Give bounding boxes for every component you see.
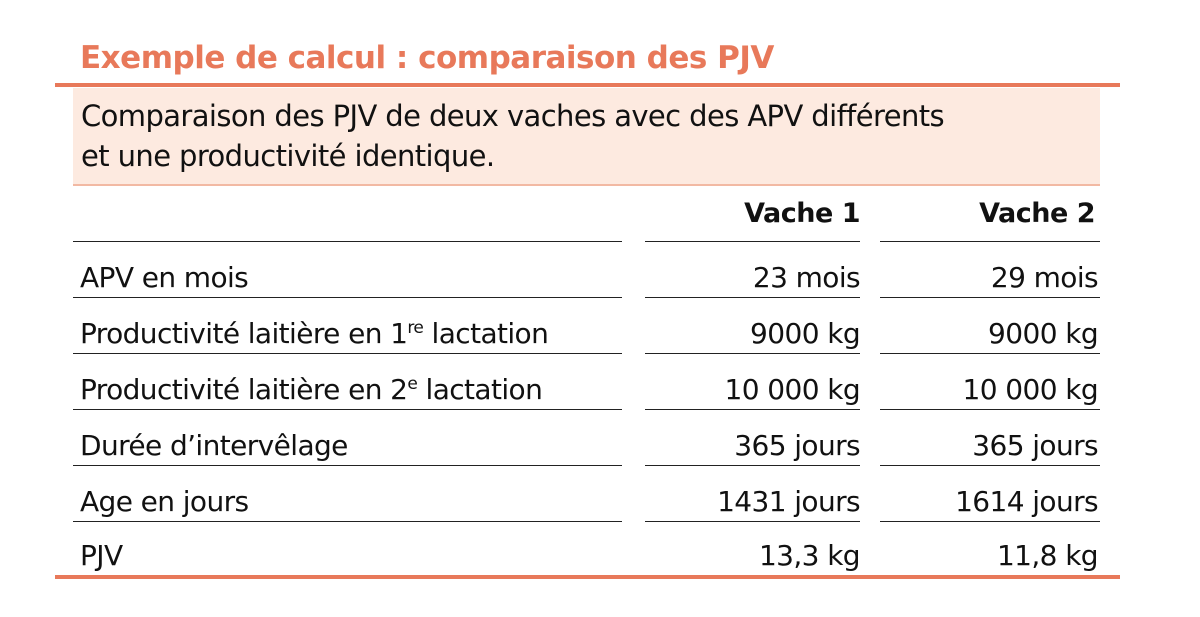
row-divider xyxy=(73,297,622,298)
row-value-vache-2: 29 mois xyxy=(990,261,1098,294)
row-value-vache-2: 365 jours xyxy=(972,429,1098,462)
row-value-vache-1: 365 jours xyxy=(734,429,860,462)
row-divider xyxy=(645,297,860,298)
row-divider xyxy=(880,521,1100,522)
table-row xyxy=(0,252,1200,308)
row-label: APV en mois xyxy=(80,261,249,294)
row-label: Productivité laitière en 1re lactation xyxy=(80,317,549,350)
row-divider xyxy=(73,465,622,466)
table-row xyxy=(0,308,1200,364)
row-divider xyxy=(880,465,1100,466)
header-divider-v1 xyxy=(645,241,860,242)
header-divider-label xyxy=(73,241,622,242)
intro-box xyxy=(73,88,1100,186)
title-underline xyxy=(55,83,1120,87)
row-value-vache-2: 10 000 kg xyxy=(962,373,1098,406)
column-header-vache-1: Vache 1 xyxy=(744,198,860,229)
row-value-vache-2: 1614 jours xyxy=(955,485,1098,518)
row-label: Productivité laitière en 2e lactation xyxy=(80,373,543,406)
row-value-vache-1: 23 mois xyxy=(752,261,860,294)
table-row xyxy=(0,476,1200,532)
row-value-vache-1: 13,3 kg xyxy=(758,539,860,572)
row-value-vache-2: 9000 kg xyxy=(988,317,1098,350)
row-divider xyxy=(73,521,622,522)
table-bottom-rule xyxy=(55,575,1120,579)
row-value-vache-2: 11,8 kg xyxy=(996,539,1098,572)
row-label: Age en jours xyxy=(80,485,249,518)
row-label: PJV xyxy=(80,539,123,572)
intro-line-1: Comparaison des PJV de deux vaches avec des APV différents xyxy=(81,99,945,133)
row-divider xyxy=(880,409,1100,410)
row-divider xyxy=(73,409,622,410)
table-row xyxy=(0,420,1200,476)
row-divider xyxy=(880,297,1100,298)
page-title: Exemple de calcul : comparaison des PJV xyxy=(80,40,774,76)
row-value-vache-1: 10 000 kg xyxy=(724,373,860,406)
ordinal-superscript: re xyxy=(407,318,424,338)
intro-text xyxy=(81,96,944,176)
row-divider xyxy=(645,409,860,410)
row-value-vache-1: 9000 kg xyxy=(750,317,860,350)
column-header-vache-2: Vache 2 xyxy=(979,198,1095,229)
header-divider-v2 xyxy=(880,241,1100,242)
row-value-vache-1: 1431 jours xyxy=(717,485,860,518)
row-divider xyxy=(645,521,860,522)
row-label: Durée d’intervêlage xyxy=(80,429,348,462)
row-divider xyxy=(880,353,1100,354)
table-row xyxy=(0,364,1200,420)
intro-line-2: et une productivité identique. xyxy=(81,139,495,173)
row-divider xyxy=(645,465,860,466)
row-divider xyxy=(73,353,622,354)
row-divider xyxy=(645,353,860,354)
ordinal-superscript: e xyxy=(407,374,418,394)
